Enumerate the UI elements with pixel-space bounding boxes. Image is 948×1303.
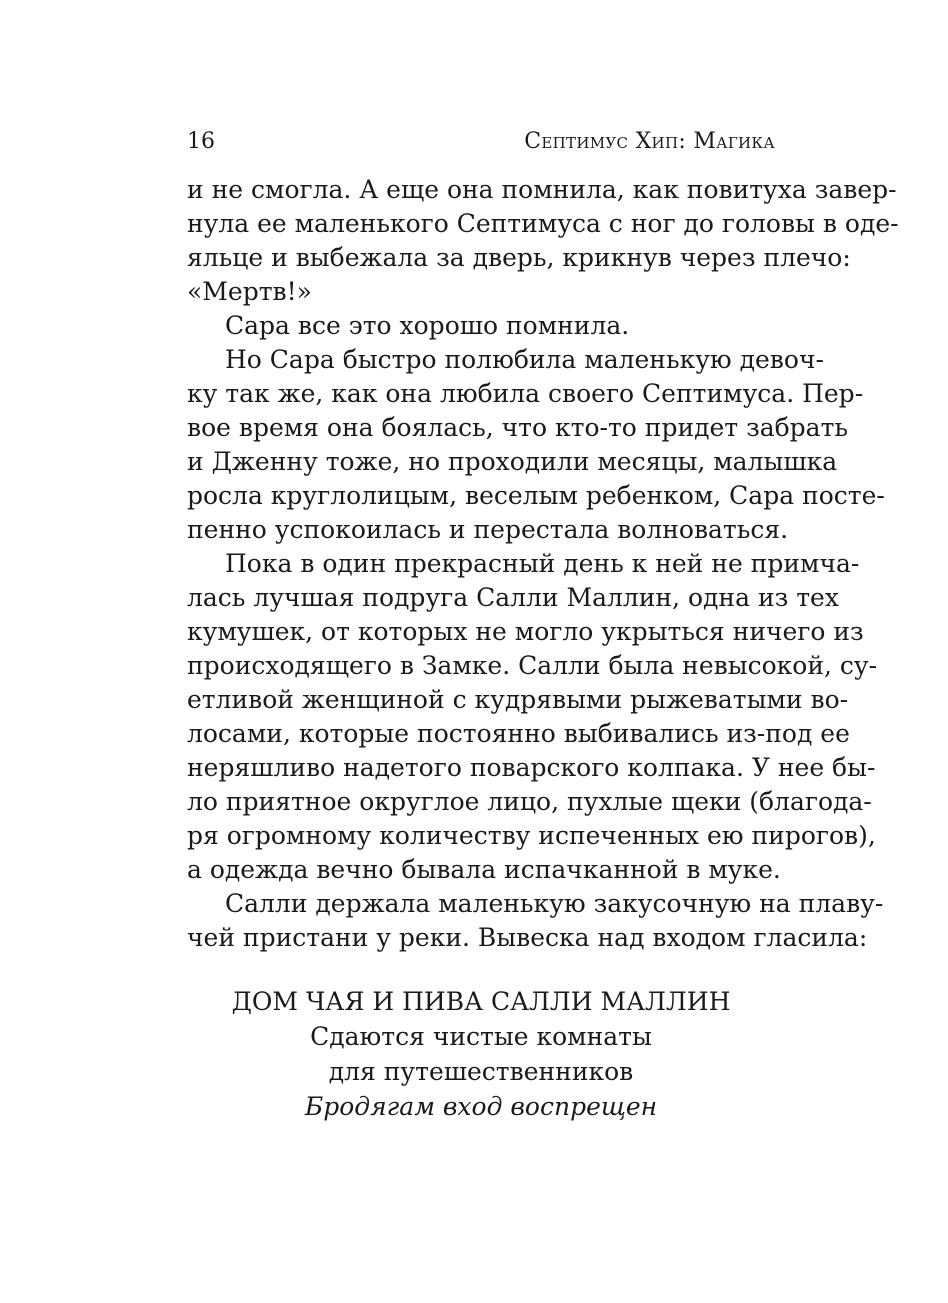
- tavern-sign: [187, 984, 775, 1124]
- sign-title: ДОМ ЧАЯ И ПИВА САЛЛИ МАЛЛИН: [231, 987, 731, 1016]
- text-line: неряшливо надетого поварского колпака. У нее бы-: [187, 753, 876, 782]
- text-line: и Дженну тоже, но проходили месяцы, малышка: [187, 447, 838, 476]
- sign-warning: Бродягам вход воспрещен: [304, 1092, 658, 1121]
- text-line: «Мертв!»: [187, 277, 312, 306]
- page-number: 16: [187, 129, 215, 154]
- text-line: чей пристани у реки. Вывеска над входом гласила:: [187, 923, 868, 952]
- text-line: вое время она боялась, что кто-то придет забрать: [187, 413, 849, 442]
- text-line: лосами, которые постоянно выбивались из-под ее: [187, 719, 850, 748]
- sign-line: Сдаются чистые комнаты: [310, 1022, 652, 1051]
- body-text: [187, 173, 899, 955]
- text-line: яльце и выбежала за дверь, крикнув через плечо:: [187, 243, 851, 272]
- text-line: ря огромному количеству испеченных ею пирогов),: [187, 821, 876, 850]
- text-line: и не смогла. А еще она помнила, как повитуха завер-: [187, 175, 897, 204]
- text-line: Пока в один прекрасный день к ней не примча-: [225, 549, 860, 578]
- paragraph: [187, 309, 775, 343]
- text-line: етливой женщиной с кудрявыми рыжеватыми во-: [187, 685, 849, 714]
- text-line: ку так же, как она любила своего Септимуса. Пер-: [187, 379, 864, 408]
- text-line: Но Сара быстро полюбила маленькую девоч-: [225, 345, 824, 374]
- running-title: Септимус Хип: Магика: [524, 129, 775, 154]
- text-line: Салли держала маленькую закусочную на плаву-: [225, 889, 884, 918]
- text-line: нула ее маленького Септимуса с ног до головы в оде-: [187, 209, 899, 238]
- text-line: росла круглолицым, веселым ребенком, Сара посте-: [187, 481, 885, 510]
- paragraph: [187, 547, 878, 887]
- text-line: а одежда вечно бывала испачканной в муке.: [187, 855, 781, 884]
- paragraph: [187, 343, 885, 547]
- text-line: Сара все это хорошо помнила.: [225, 311, 630, 340]
- paragraph: [187, 887, 884, 955]
- text-line: происходящего в Замке. Салли была невысокой, су-: [187, 651, 878, 680]
- text-line: лась лучшая подруга Салли Маллин, одна из тех: [187, 583, 839, 612]
- text-line: ло приятное округлое лицо, пухлые щеки (благода-: [187, 787, 872, 816]
- text-line: кумушек, от которых не могло укрыться ничего из: [187, 617, 864, 646]
- sign-line: для путешественников: [328, 1057, 634, 1086]
- paragraph: [187, 173, 899, 309]
- text-line: пенно успокоилась и перестала волноваться.: [187, 515, 789, 544]
